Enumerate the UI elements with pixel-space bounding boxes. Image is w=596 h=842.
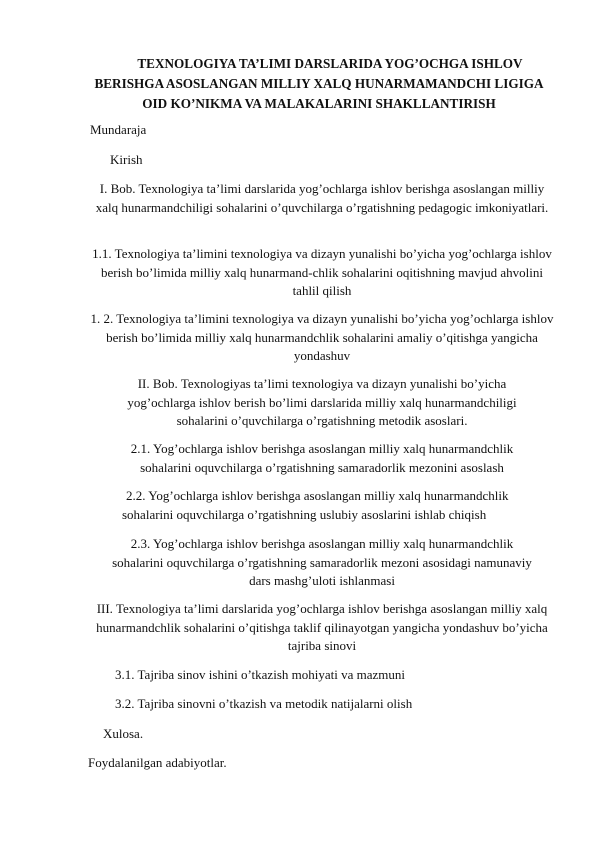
toc-item-intro: Kirish — [110, 152, 143, 167]
toc-item-3-1: 3.1. Tajriba sinov ishini o’tkazish mohiyati va mazmuni — [115, 667, 405, 682]
toc-item-conclusion: Xulosa. — [103, 726, 144, 741]
toc-item-2-3: 2.3. Yog’ochlarga ishlov berishga asoslangan milliy xalq hunarmandchlik sohalarini oquvchilarga o’rgatishning samaradorlik mezoni asosidagi namunaviy dars mashg’uloti ishlanmasi — [112, 536, 532, 588]
toc-item-chapter-1: I. Bob. Texnologiya ta’limi darslarida yog’ochlarga ishlov berishga asoslangan milliy xalq hunarmandchiligi sohalarini o’quvchilarga o’rgatishning pedagogic imkoniyatlari. — [95, 181, 549, 215]
toc-item-chapter-3: III. Texnologiya ta’limi darslarida yog’ochlarga ishlov berishga asoslangan milliy xalq hunarmandchlik sohalarini o’qitishga taklif qilinayotgan yangicha yondashuv bo’yicha tajriba sinovi — [96, 601, 548, 653]
toc-item-2-2: 2.2. Yog’ochlarga ishlov berishga asoslangan milliy xalq hunarmandchlik sohalarini oquvchilarga o’rgatishning uslubiy asoslarini ishlab chiqish — [122, 488, 509, 522]
toc-item-2-1: 2.1. Yog’ochlarga ishlov berishga asoslangan milliy xalq hunarmandchlik sohalarini oquvchilarga o’rgatishning samaradorlik mezonini asoslash — [130, 441, 514, 475]
toc-item-1-2: 1. 2. Texnologiya ta’limini texnologiya va dizayn yunalishi bo’yicha yog’ochlarga ishlov berish bo’limida milliy xalq hunarmandchlik sohalarini amaliy o’qitishga yangicha yondashuv — [90, 311, 554, 363]
toc-item-references: Foydalanilgan adabiyotlar. — [88, 755, 227, 770]
document-title: TEXNOLOGIYA TA’LIMI DARSLARIDA YOG’OCHGA ISHLOV BERISHGA ASOSLANGAN MILLIY XALQ HUNARMAMANDCHI LIGIGA OID KO’NIKMA VA MALAKALARINI SHAKLLANTIRISH — [94, 56, 544, 111]
toc-item-chapter-2: II. Bob. Texnologiyas ta’limi texnologiya va dizayn yunalishi bo’yicha yog’ochlarga ishlov berish bo’limi darslarida milliy xalq hunarmandchiligi sohalarini o’quvchilarga o’rgatishning metodik asoslari. — [127, 376, 517, 428]
toc-item-1-1: 1.1. Texnologiya ta’limini texnologiya va dizayn yunalishi bo’yicha yog’ochlarga ishlov berish bo’limida milliy xalq hunarmand-chlik sohalarini oqitishning mavjud ahvolini tahlil qilish — [92, 246, 552, 298]
contents-heading: Mundaraja — [90, 122, 147, 137]
toc-item-3-2: 3.2. Tajriba sinovni o’tkazish va metodik natijalarni olish — [115, 696, 413, 711]
